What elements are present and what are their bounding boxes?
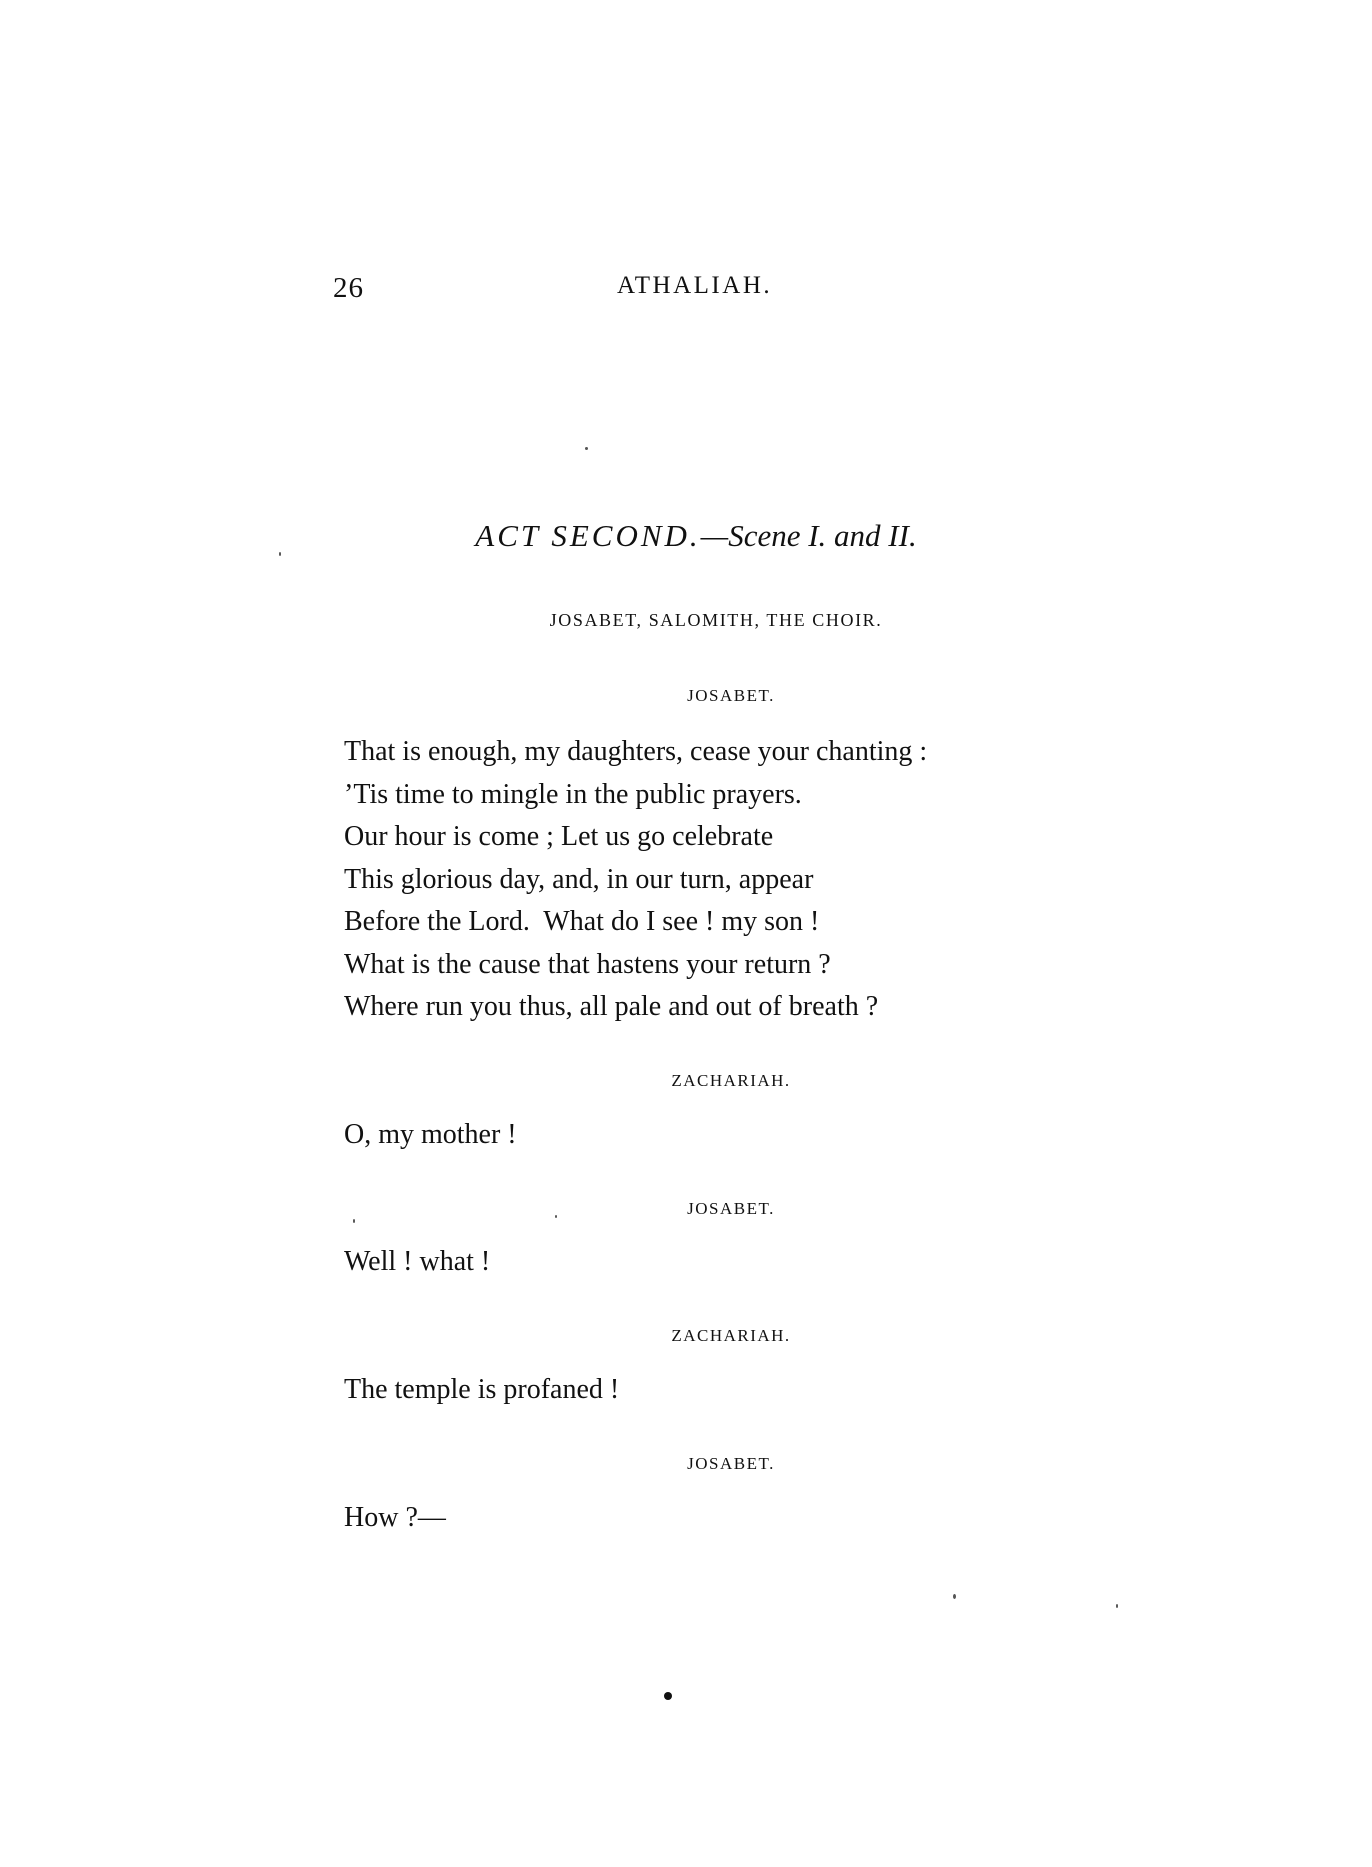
ink-dot [664, 1692, 672, 1700]
verse-line: The temple is profaned ! [344, 1374, 620, 1405]
verse-line: Well ! what ! [344, 1246, 491, 1277]
verse-line: This glorious day, and, in our turn, appear [344, 863, 814, 895]
speech-block [344, 1241, 490, 1284]
ink-speck [555, 1215, 557, 1218]
characters-list: JOSABET, SALOMITH, THE CHOIR. [549, 610, 883, 630]
ink-speck [279, 552, 281, 556]
speaker-label: ZACHARIAH. [671, 1326, 791, 1345]
speaker-label: JOSABET. [687, 1199, 775, 1218]
ink-speck [1116, 1604, 1118, 1608]
ink-speck [953, 1594, 956, 1599]
act-heading [0, 518, 1372, 554]
ink-speck [585, 447, 588, 450]
verse-line: O, my mother ! [344, 1119, 517, 1150]
speech-block [344, 1114, 517, 1157]
act-label: ACT SECOND. [475, 518, 701, 553]
verse-line: That is enough, my daughters, cease your chanting : [344, 736, 928, 767]
scene-label: —Scene I. and II. [700, 518, 917, 553]
speech-block [344, 1369, 619, 1412]
verse-line: Before the Lord. What do I see ! my son ! [344, 906, 820, 937]
speech-block [344, 1497, 446, 1540]
running-title: ATHALIAH. [617, 272, 773, 299]
speech-block [344, 731, 927, 1029]
speaker-label: ZACHARIAH. [671, 1071, 791, 1090]
running-head [0, 272, 1372, 312]
ink-speck [353, 1219, 355, 1223]
verse-line: How ?— [344, 1502, 446, 1533]
verse-line: ’Tis time to mingle in the public prayers. [344, 778, 802, 810]
verse-line: What is the cause that hastens your return ? [344, 948, 831, 980]
page-number: 26 [333, 272, 364, 304]
speaker-label: JOSABET. [687, 1454, 775, 1473]
verse-line: Where run you thus, all pale and out of breath ? [344, 991, 879, 1022]
verse-line: Our hour is come ; Let us go celebrate [344, 821, 774, 852]
speaker-label: JOSABET. [687, 686, 775, 705]
